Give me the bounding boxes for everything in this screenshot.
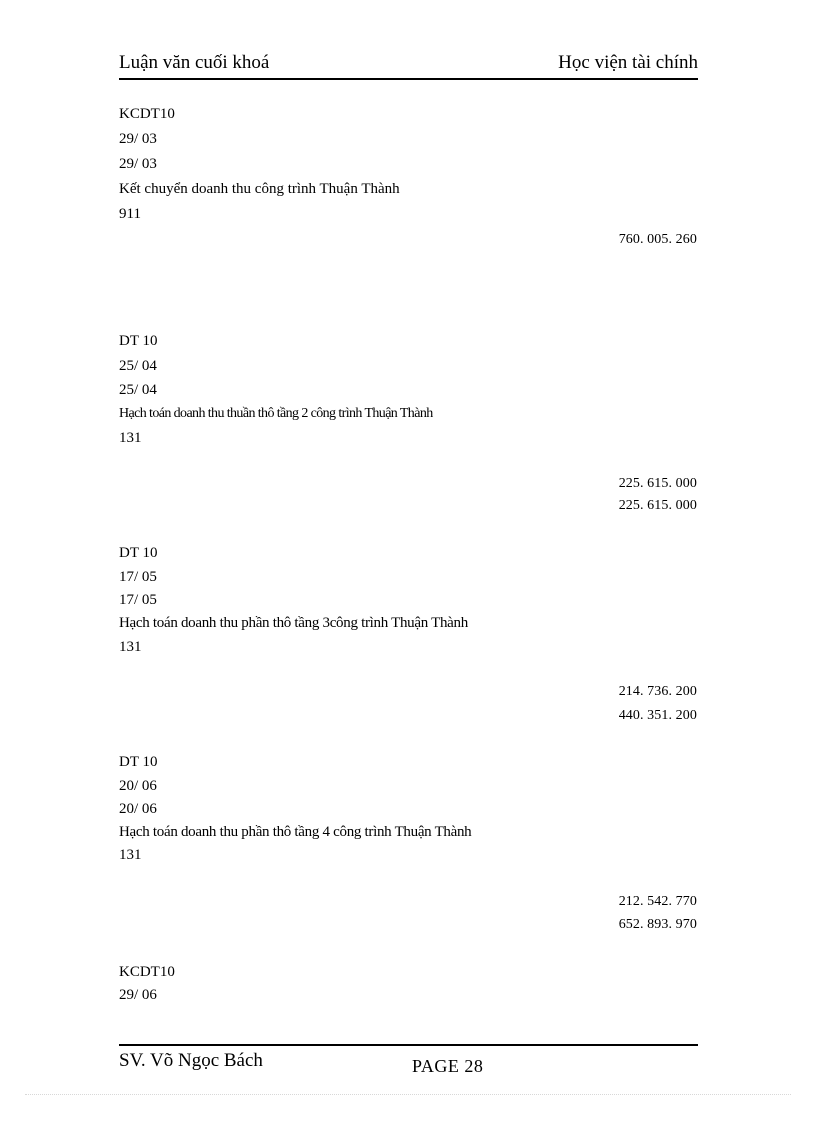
entry-code: DT 10: [119, 333, 158, 349]
institution-name: Học viện tài chính: [558, 52, 698, 73]
entry-amount: 214. 736. 200: [618, 684, 697, 699]
entry-description: Kết chuyển doanh thu công trình Thuận Thành: [119, 181, 400, 197]
entry-account: 131: [119, 430, 142, 446]
entry-date: 17/ 05: [119, 592, 157, 608]
student-name: SV. Võ Ngọc Bách: [119, 1050, 263, 1071]
entry-account: 911: [119, 206, 141, 222]
entry-amount: 212. 542. 770: [618, 894, 697, 909]
header-bar: [119, 52, 698, 76]
entry-date: 25/ 04: [119, 382, 157, 398]
entry-date: 29/ 03: [119, 131, 157, 147]
entry-account: 131: [119, 639, 142, 655]
entry-amount: 225. 615. 000: [618, 476, 697, 491]
entry-description: Hạch toán doanh thu thuần thô tầng 2 công trình Thuận Thành: [119, 406, 433, 421]
entry-running-total: 440. 351. 200: [618, 708, 697, 723]
entry-date: 20/ 06: [119, 801, 157, 817]
entry-code: KCDT10: [119, 964, 175, 980]
entry-date: 29/ 06: [119, 987, 157, 1003]
entry-date: 20/ 06: [119, 778, 157, 794]
entry-date: 29/ 03: [119, 156, 157, 172]
entry-date: 25/ 04: [119, 358, 157, 374]
entry-running-total: 652. 893. 970: [618, 917, 697, 932]
entry-code: KCDT10: [119, 106, 175, 122]
entry-description: Hạch toán doanh thu phần thô tầng 4 công trình Thuận Thành: [119, 824, 472, 840]
entry-account: 131: [119, 847, 142, 863]
entry-amount: 760. 005. 260: [618, 232, 697, 247]
header-divider: [119, 78, 698, 80]
entry-date: 17/ 05: [119, 569, 157, 585]
entry-running-total: 225. 615. 000: [618, 498, 697, 513]
page-number: PAGE 28: [412, 1056, 484, 1076]
entry-code: DT 10: [119, 754, 158, 770]
thesis-title: Luận văn cuối khoá: [119, 52, 270, 73]
entry-description: Hạch toán doanh thu phần thô tầng 3công trình Thuận Thành: [119, 615, 468, 631]
page-boundary: [25, 1094, 791, 1095]
entry-code: DT 10: [119, 545, 158, 561]
footer-divider: [119, 1044, 698, 1046]
